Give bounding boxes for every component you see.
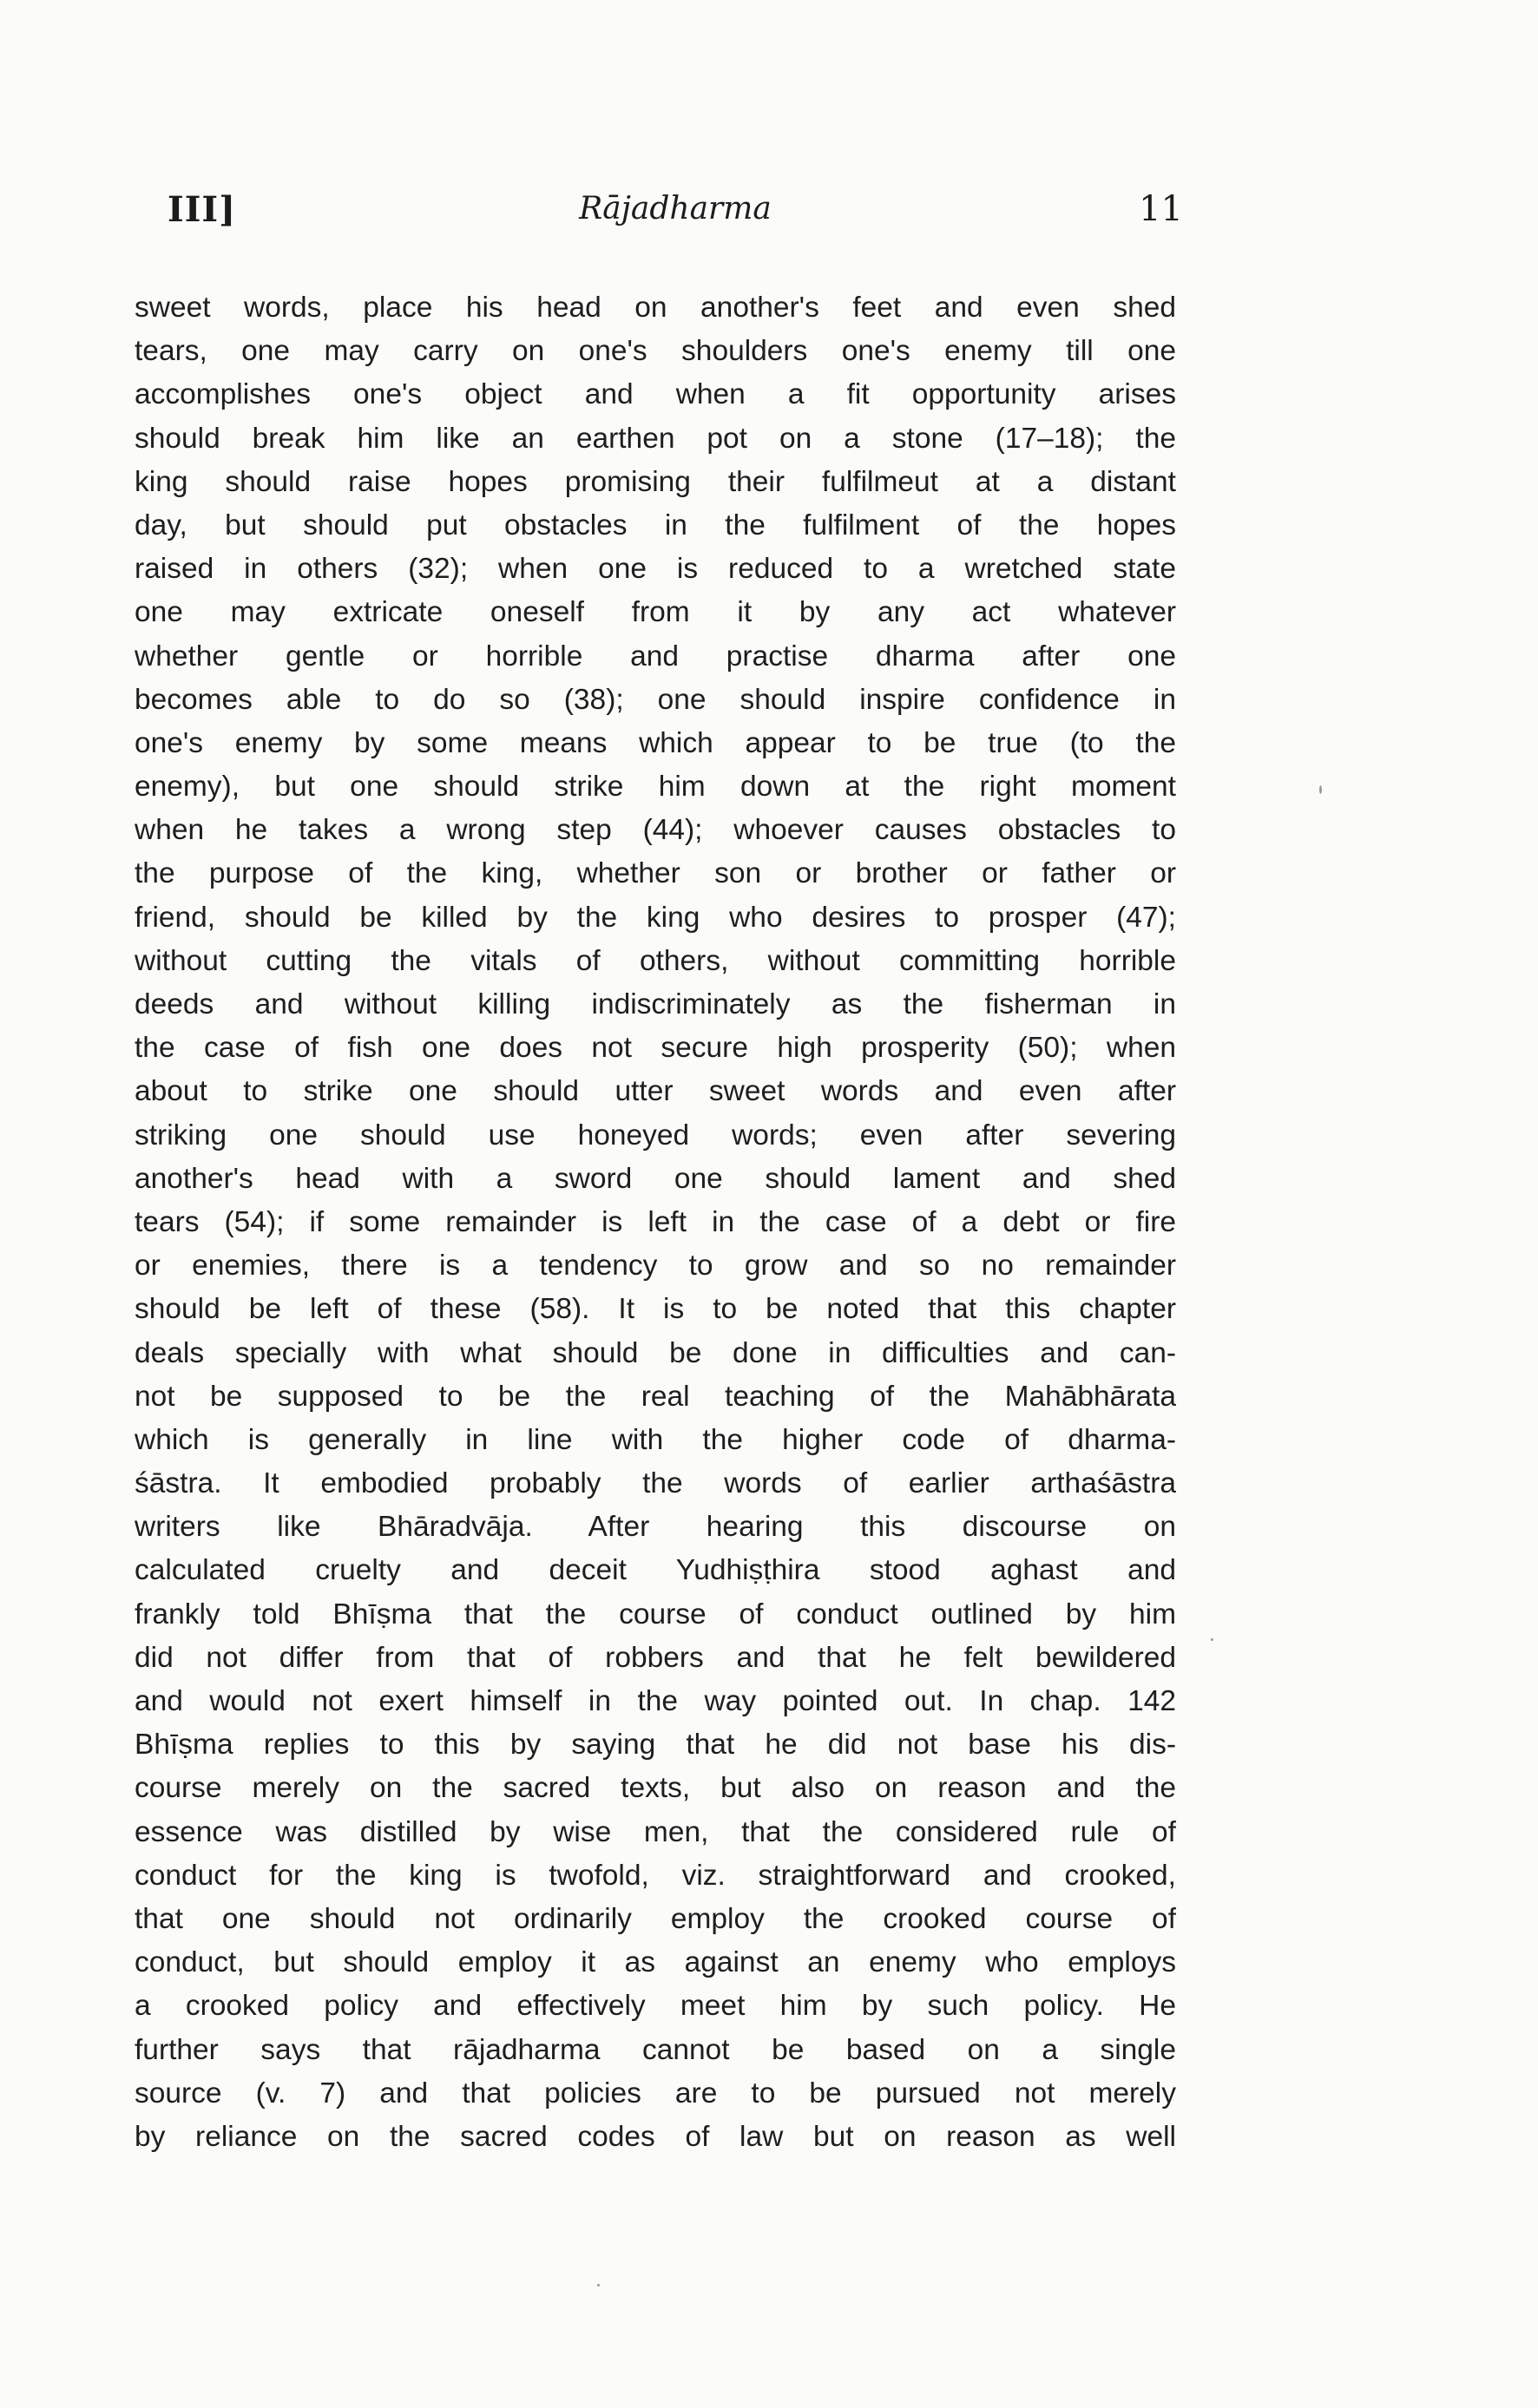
text-line: essence was distilled by wise men, that the considered rule of — [135, 1815, 1176, 1848]
text-line: friend, should be killed by the king who desires to prosper (47); — [135, 901, 1176, 934]
text-line: day, but should put obstacles in the fulfilment of the hopes — [135, 509, 1176, 541]
text-line: by reliance on the sacred codes of law but on reason as well — [135, 2120, 1176, 2153]
text-line: one's enemy by some means which appear to be true (to the — [135, 726, 1176, 759]
section-marker: III] — [168, 189, 237, 230]
page-title: Rājadharma — [579, 191, 772, 226]
page-number: 11 — [1139, 189, 1183, 229]
scan-speck — [597, 2284, 600, 2287]
text-line: conduct for the king is twofold, viz. straightforward and crooked, — [135, 1859, 1176, 1892]
text-line: conduct, but should employ it as against an enemy who employs — [135, 1946, 1176, 1979]
text-line: further says that rājadharma cannot be based on a single — [135, 2033, 1176, 2066]
text-line: king should raise hopes promising their fulfilmeut at a distant — [135, 465, 1176, 498]
text-line: tears (54); if some remainder is left in the case of a debt or fire — [135, 1205, 1176, 1238]
text-line: becomes able to do so (38); one should inspire confidence in — [135, 683, 1176, 716]
text-line: when he takes a wrong step (44); whoever causes obstacles to — [135, 814, 1176, 847]
text-line: without cutting the vitals of others, without committing horrible — [135, 944, 1176, 977]
text-line: accomplishes one's object and when a fit opportunity arises — [135, 378, 1176, 411]
text-line: sweet words, place his head on another's feet and even shed — [135, 292, 1176, 324]
text-line: another's head with a sword one should lament and shed — [135, 1162, 1176, 1195]
text-line: a crooked policy and effectively meet him by such policy. He — [135, 1990, 1176, 2023]
text-line: śāstra. It embodied probably the words of earlier arthaśāstra — [135, 1467, 1176, 1500]
text-line: should be left of these (58). It is to be noted that this chapter — [135, 1293, 1176, 1326]
text-line: one may extricate oneself from it by any act whatever — [135, 596, 1176, 629]
text-line: did not differ from that of robbers and that he felt bewildered — [135, 1641, 1176, 1674]
text-line: striking one should use honeyed words; even after severing — [135, 1119, 1176, 1152]
text-line: source (v. 7) and that policies are to be pursued not merely — [135, 2077, 1176, 2109]
text-line: and would not exert himself in the way pointed out. In chap. 142 — [135, 1685, 1176, 1717]
text-line: deals specially with what should be done in difficulties and can- — [135, 1336, 1176, 1369]
scan-speck — [1211, 1638, 1213, 1641]
text-line: not be supposed to be the real teaching of the Mahābhārata — [135, 1380, 1176, 1413]
text-line: the purpose of the king, whether son or brother or father or — [135, 857, 1176, 890]
text-line: writers like Bhāradvāja. After hearing this discourse on — [135, 1511, 1176, 1544]
text-line: the case of fish one does not secure high prosperity (50); when — [135, 1032, 1176, 1065]
scan-speck — [1319, 785, 1322, 794]
body-text — [135, 286, 1176, 2159]
text-line: raised in others (32); when one is reduced to a wretched state — [135, 553, 1176, 586]
text-line: should break him like an earthen pot on a stone (17–18); the — [135, 422, 1176, 455]
text-line: tears, one may carry on one's shoulders one's enemy till one — [135, 335, 1176, 368]
text-line: calculated cruelty and deceit Yudhiṣṭhira stood aghast and — [135, 1554, 1176, 1587]
text-line: or enemies, there is a tendency to grow and so no remainder — [135, 1250, 1176, 1283]
text-line: course merely on the sacred texts, but also on reason and the — [135, 1772, 1176, 1805]
text-line: whether gentle or horrible and practise dharma after one — [135, 640, 1176, 673]
text-line: that one should not ordinarily employ the crooked course of — [135, 1902, 1176, 1935]
text-line: which is generally in line with the higher code of dharma- — [135, 1423, 1176, 1456]
running-head — [168, 189, 1183, 241]
text-line: Bhīṣma replies to this by saying that he did not base his dis- — [135, 1729, 1176, 1762]
text-line: about to strike one should utter sweet words and even after — [135, 1075, 1176, 1108]
text-line: frankly told Bhīṣma that the course of conduct outlined by him — [135, 1598, 1176, 1630]
text-line: enemy), but one should strike him down at the right moment — [135, 771, 1176, 804]
text-line: deeds and without killing indiscriminately as the fisherman in — [135, 988, 1176, 1020]
